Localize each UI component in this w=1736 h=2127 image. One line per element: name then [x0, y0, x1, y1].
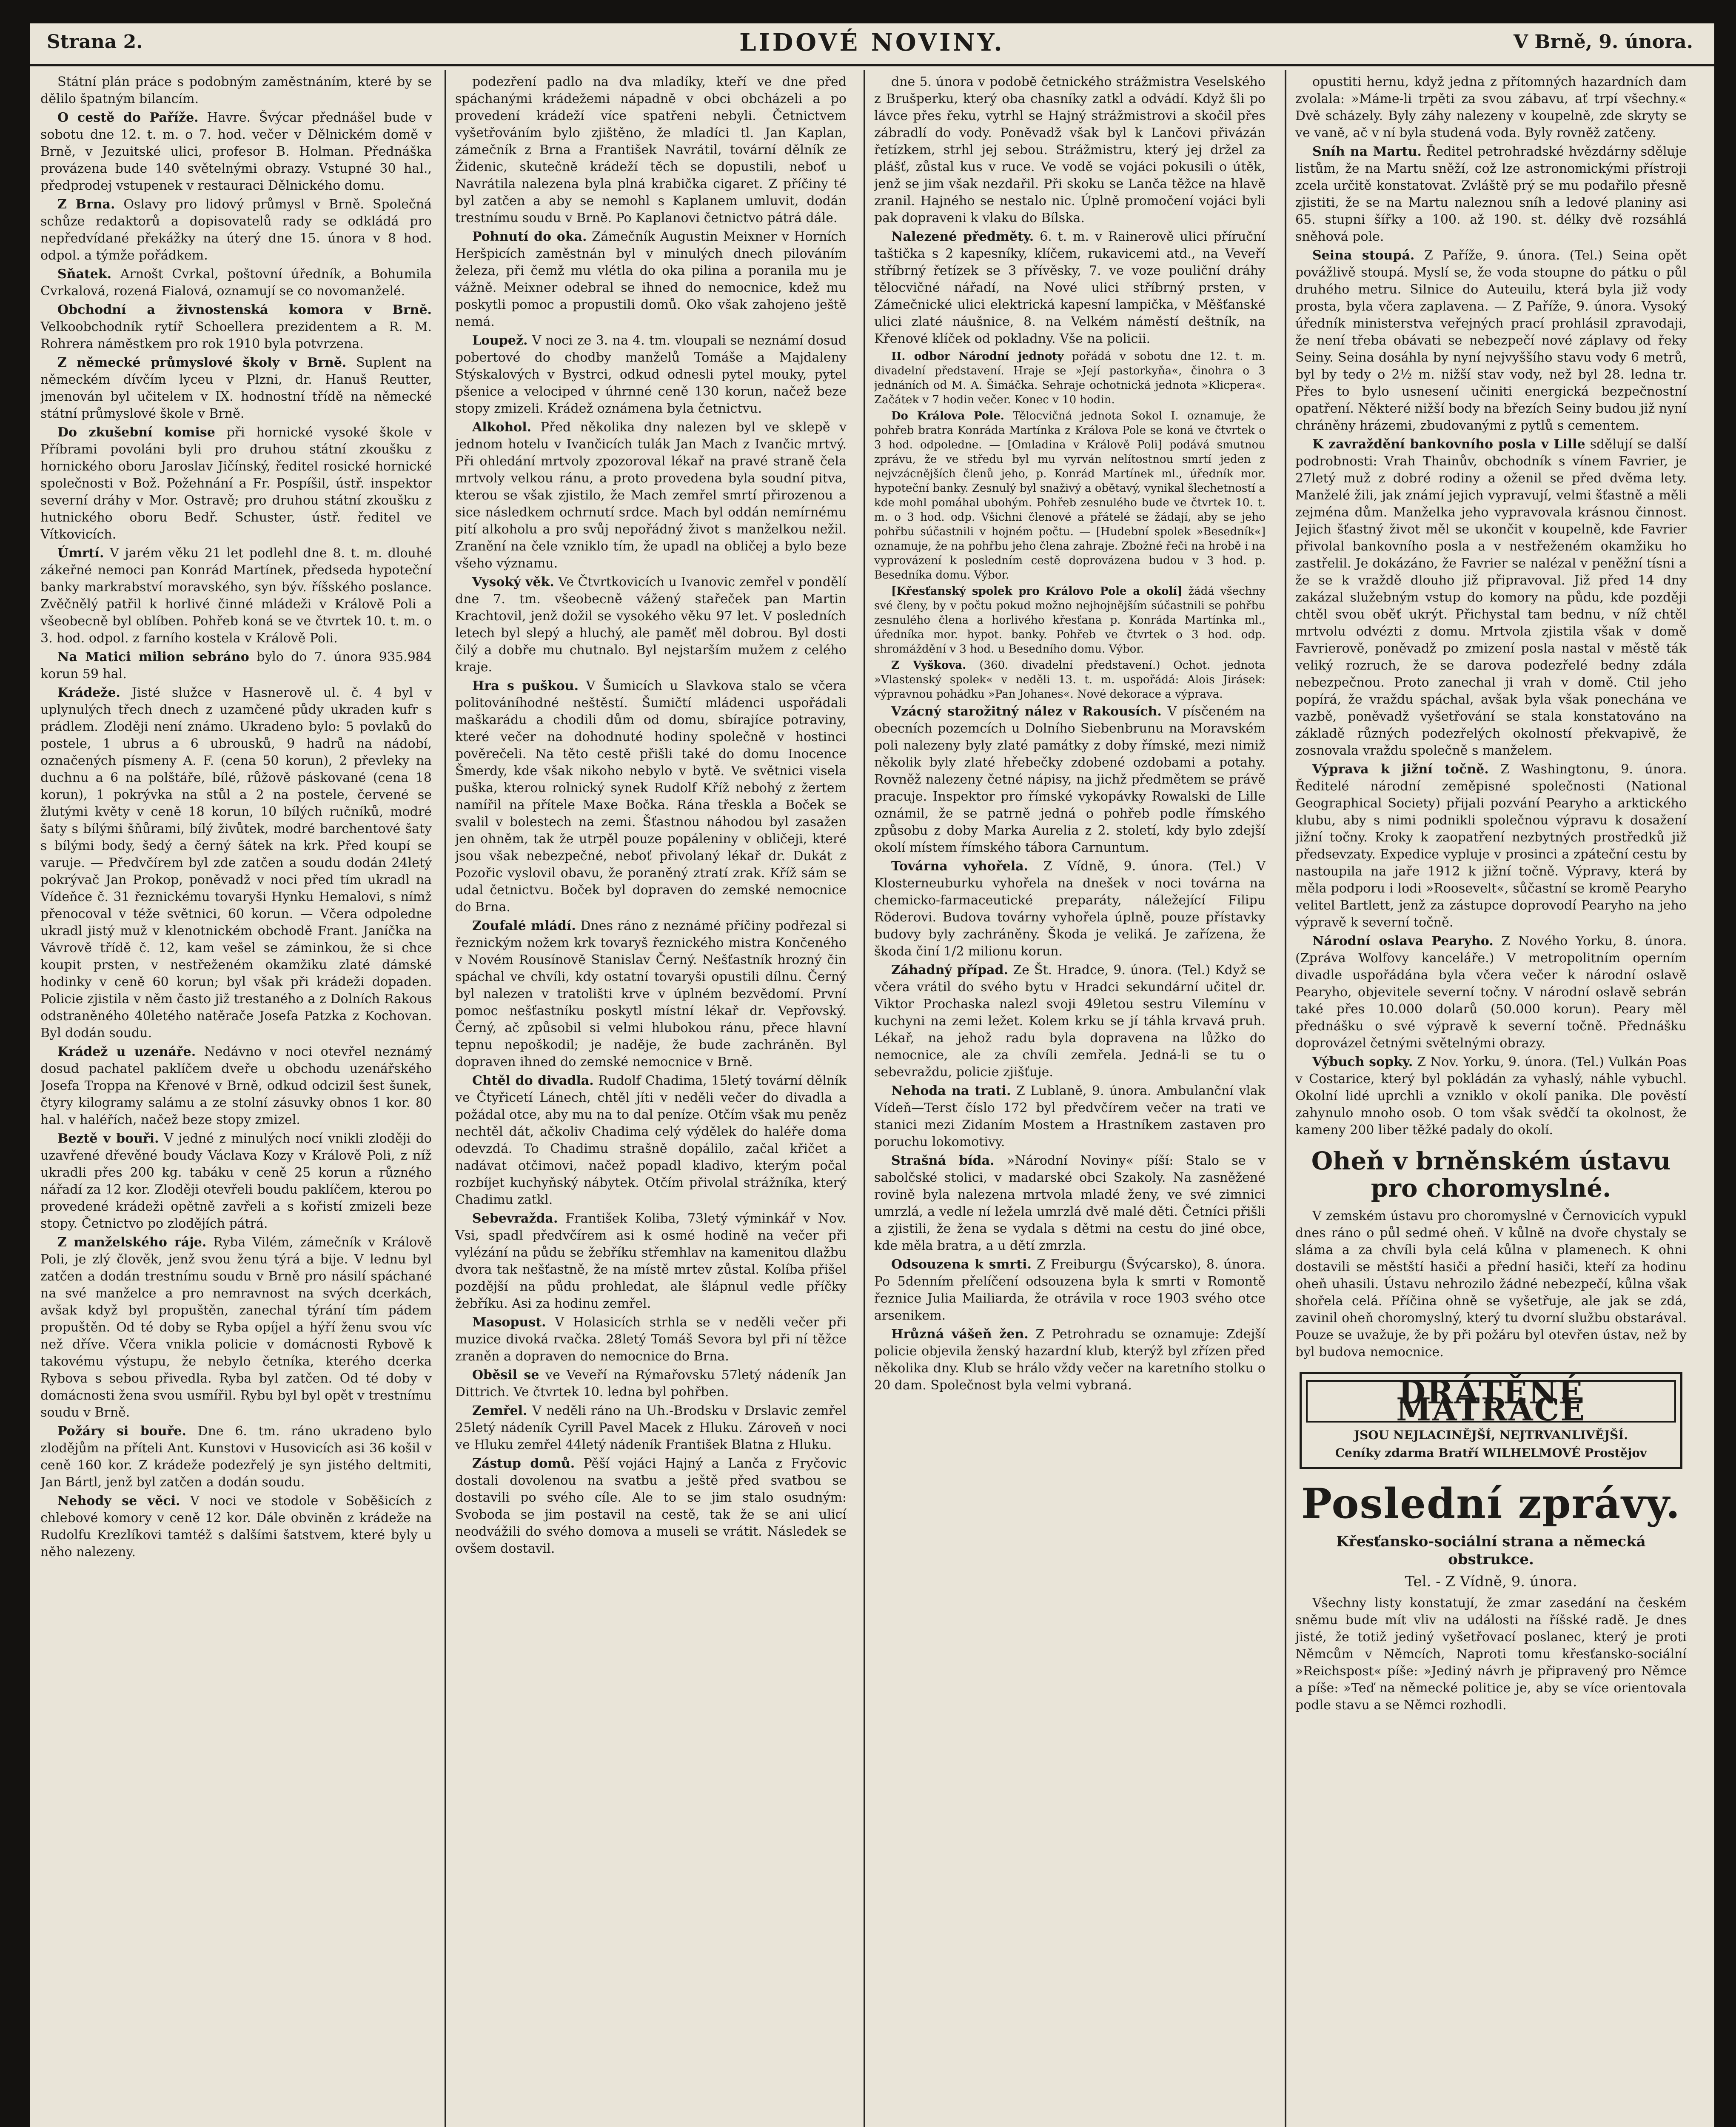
article-paragraph	[455, 1367, 847, 1401]
latest-news-headline: Poslední zprávy.	[1301, 1480, 1681, 1528]
article-paragraph	[455, 918, 847, 1071]
article-text: Dnes ráno z neznámé příčiny podřezal si řeznickým nožem krk tovaryš řeznického mistra Končeného v Novém Rousínově Stanislav Černý. Nešťastník hrozný čin spáchal ve chvíli, kdy ostatní tovaryši opustili dílnu. Černý byl nalezen v tratolišti krve v úplném bezvědomí. První pomoc nešťastníku poskytl místní lékař dr. Vepřovský. Černý, ač způsobil si velmi hlubokou ránu, přece hlavní tepnu nepoškodil; je naděje, že bude zachráněn. Byl dopraven ihned do zemské nemocnice v Brně.	[455, 918, 847, 1069]
article-heading: Zástup domů.	[472, 1456, 575, 1471]
article-heading: Krádež u uzenáře.	[57, 1044, 196, 1059]
article-text: podezření padlo na dva mladíky, kteří ve dne před spáchanými krádežemi nápadně v obci obcházeli a po provedení krádeží více spatřeni nebyli. Četnictvem vyšetřováním bylo zjištěno, že mladíci tl. Jan Kaplan, zámečník z Brna a František Navrátil, tovární dělník ze Židenic, skutečně krádeží těch se dopustili, neboť u Navrátila nalezena byla plná krabička cigaret. Z příčiny té byl zatčen a aby se nemohl s Kaplanem umluvit, dodán trestnímu soudu v Brně. Po Kaplanovi četnictvo pátrá dále.	[455, 74, 847, 225]
article-paragraph	[874, 703, 1266, 856]
article-text: Dne 6. tm. ráno ukradeno bylo zlodějům na příteli Ant. Kunstovi v Husovicích asi 36 košil v ceně 160 kor. Z krádeže podezřelý je syn jistého deltmiti, Jan Bártl, jenž byl zatčen a dodán soudu.	[40, 1424, 432, 1490]
article-heading: Vysoký věk.	[472, 575, 554, 590]
article-heading: Výprava k jižní točně.	[1312, 762, 1489, 777]
article-text: Arnošt Cvrkal, poštovní úředník, a Bohumila Cvrkalová, rozená Fialová, oznamují se co novomanželé.	[40, 267, 432, 299]
article-paragraph	[40, 545, 432, 647]
article-paragraph	[455, 1455, 847, 1557]
article-text: Tělocvičná jednota Sokol I. oznamuje, že pohřeb bratra Konráda Martínka z Králova Pole se koná ve čtvrtek o 3 hod. odpoledne. — [Omladina v Králově Poli] podává smutnou zprávu, že ve středu byl mu vyrván nelítostnou smrtí jeden z nejvzácnějších členů jeho, p. Konrád Martínek ml., úředník mor. hypoteční banky. Zesnulý byl snaživý a obětavý, vynikal šlechetností a kde mohl pomáhal ubohým. Pohřeb zesnulého bude ve čtvrtek 10. t. m. o 3 hod. odp. Všichni členové a přátelé se žádají, aby se jeho pohřbu súčastnili v hojném počtu. — [Hudební spolek »Besedník«] oznamuje, že na pohřbu jeho člena zahraje. Zbožné řeči na hrobě i na vyprovázení k posledním cestě doprovázena budou v 3 hod. p. Besedníka domu. Výbor.	[874, 410, 1266, 582]
article-text: bylo do 7. února 935.984 korun 59 hal.	[40, 650, 432, 681]
article-heading: Požáry si bouře.	[57, 1424, 186, 1439]
article-paragraph	[874, 349, 1266, 407]
latest-news-dateline: Tel. - Z Vídně, 9. února.	[1405, 1573, 1577, 1590]
article-paragraph	[40, 424, 432, 543]
article-paragraph	[874, 1152, 1266, 1255]
article-text: Z Lublaně, 9. února. Ambulanční vlak Vídeň—Terst číslo 172 byl předvčírem večer na trati ve stanici mezi Zidaním Mostem a Hrastníkem zastaven pro poruchu lokomotivy.	[874, 1083, 1266, 1149]
article-text: Ze Št. Hradce, 9. února. (Tel.) Když se včera vrátil do svého bytu v Hradci sekundární učitel dr. Viktor Prochaska nalezl svoji 49letou sestru Vilemínu v kuchyni na zemi ležet. Kolem krku se jí táhla krvavá pruh. Lékař, na jehož radu byla dopravena na lůžko do nemocnice, ale za chvíli zemřela. Jedná-li se tu o sebevraždu, policie zjišťuje.	[874, 963, 1266, 1080]
article-paragraph	[455, 678, 847, 916]
article-heading: Masopust.	[472, 1315, 546, 1330]
article-heading: Továrna vyhořela.	[891, 859, 1029, 874]
article-text: V jarém věku 21 let podlehl dne 8. t. m. dlouhé zákeřné nemoci pan Konrád Martínek, předseda hypoteční banky markrabství moravského, syn býv. říšského poslance. Zvěčnělý patřil k horlivé činné mládeži v Králově Poli a všeobecně byl oblíben. Pohřeb koná se ve čtvrtek 10. t. m. o 3. hod. odpol. z farního kostela v Králově Poli.	[40, 546, 432, 646]
article-heading: Hrůzná vášeň žen.	[891, 1327, 1029, 1342]
article-text: dne 5. února v podobě četnického strážmistra Veselského z Brušperku, který oba chasníky zatkl a odvádí. Když šli po lávce přes řeku, vytrhl se Hajný strážmistrovi a skočil přes zábradlí do vody. Poněvadž však byl k Lančovi přivázán řetízkem, strhl jej sebou. Strážmistru, který jej držel za plášť, zůstal kus v ruce. Ve vodě se vojáci pokusili o útěk, jenž se jim však nezdařil. Při skoku se Lanča těžce na hlavě zranil. Hajného se nestalo nic. Úplně promočení vojáci byli pak dopraveni k vlaku do Bílska.	[874, 74, 1266, 225]
article-paragraph	[874, 1326, 1266, 1394]
place-date: V Brně, 9. února.	[1513, 31, 1693, 53]
fire-headline: Oheň v brněnském ústavu pro choromyslné.	[1311, 1146, 1671, 1203]
article-heading: Z Brna.	[57, 197, 115, 212]
article-paragraph	[40, 684, 432, 1042]
article-text: Suplent na německém dívčím lyceu v Plzni, dr. Hanuš Reutter, jmenován byl učitelem v IX. hodnostní třídě na německé státní průmyslové škole v Brně.	[40, 355, 432, 421]
article-paragraph	[1295, 933, 1687, 1052]
article-text: Z Paříže, 9. února. (Tel.) Seina opět povážlivě stoupá. Myslí se, že voda stoupne do pátku o půl druhého metru. Silnice do Auteuilu, která byla již vody prosta, byla včera zaplavena. — Z Paříže, 9. února. Vysoký úředník ministerstva veřejných prací prohlásil zpravodaji, že není třeba obávati se nebezpečí nové záplavy od řeky Seiny. Seina dosáhla by nyní nejvyššího stavu vody 6 metrů, byl by tedy o 2½ m. nižší stav vody, než byl 28. ledna tr. Přes to bylo usnesení učiniti energická bezpečnostní opatření. Některé nižší body na březích Seiny budou již nyní chráněny hrázemi, zbudovanými z pytlů s cementem.	[1295, 248, 1687, 433]
mattress-ad	[1300, 1372, 1682, 1469]
article-heading: K zavraždění bankovního posla v Lille	[1312, 437, 1585, 452]
article-heading: Krádeže.	[57, 685, 120, 700]
article-heading: Sňatek.	[57, 267, 112, 282]
article-text: Zámečník Augustin Meixner v Horních Heršpicích zaměstnán byl v minulých dnech pilováním železa, při čemž mu vlétla do oka pilina a poranila mu je vážně. Meixner odebral se ihned do nemocnice, kdež mu poskytli pomoc a propustili domů. Oko však zahojeno ještě nemá.	[455, 229, 847, 329]
article-text: V neděli ráno na Uh.-Brodsku v Drslavic zemřel 25letý nádeník Cyrill Pavel Macek z Hluku. Zároveň v noci ve Hluku zemřel 44letý nádeník František Blatna z Hluku.	[455, 1403, 847, 1452]
article-heading: Loupež.	[472, 333, 528, 348]
article-paragraph	[1295, 74, 1687, 142]
article-heading: Do zkušební komise	[57, 425, 215, 440]
article-paragraph	[40, 109, 432, 194]
article-text: V noci ze 3. na 4. tm. vloupali se neznámí dosud pobertové do chodby manželů Tomáše a Majdaleny Stýskalových v Bystrci, odkud odnesli pytel mouky, pytel pšenice a velociped v úhrnné ceně 130 korun, načež beze stopy zmizeli. Krádež oznámena byla četnictvu.	[455, 333, 847, 416]
article-heading: Alkohol.	[472, 420, 532, 435]
column-2	[455, 74, 847, 2127]
article-paragraph	[455, 1314, 847, 1365]
article-paragraph	[1295, 436, 1687, 759]
article-paragraph	[40, 266, 432, 300]
article-text: ve Veveří na Rýmařovsku 57letý nádeník Jan Dittrich. Ve čtvrtek 10. ledna byl pohřben.	[455, 1368, 847, 1400]
ad-line-2: Ceníky zdarma Bratří WILHELMOVÉ Prostějov	[1335, 1446, 1647, 1460]
article-paragraph	[455, 1072, 847, 1209]
article-text: žádá všechny své členy, by v počtu pokud možno nejhojnějším súčastnili se pohřbu zesnulého člena a horlivého křesťana p. Konráda Martínka ml., úředníka mor. hypot. banky. Pohřeb ve čtvrtek o 3 hod. odp. shromáždění v 3 hod. u Besedního domu. Výbor.	[874, 585, 1266, 656]
article-paragraph	[40, 74, 432, 108]
article-text: Oslavy pro lidový průmysl v Brně. Společná schůze redaktorů a dopisovatelů rady se odkládá pro nepředvídané překážky na úterý dne 15. února v 8 hod. odpol. a týmže pořádkem.	[40, 197, 432, 263]
article-heading: Sníh na Martu.	[1312, 144, 1422, 159]
article-heading: Strašná bída.	[891, 1153, 995, 1168]
article-text: V Holasicích strhla se v neděli večer při muzice divoká rvačka. 28letý Tomáš Sevora byl při ní těžce zraněn a dopraven do nemocnice do Brna.	[455, 1315, 847, 1364]
article-paragraph	[455, 332, 847, 417]
latest-news-text: Všechny listy konstatují, že zmar zasedání na českém sněmu bude mít vliv na události na říšské radě. Je dnes jisté, že totiž jediný vyšetřovací poslanec, který je proti Němcům v Němcích, Naproti tomu křesťansko-sociální »Reichspost« píše: »Jediný návrh je připravený pro Němce a píše: »Teď na německé politice je, aby se více orientovala podle stavu a se Němci rozhodli.	[1295, 1596, 1687, 1713]
article-text: (360. divadelní představení.) Ochot. jednota »Vlastenský spolek« v neděli 13. t. m. uspořádá: Alois Jirásek: výpravnou pohádku »Pan Johanes«. Nové dekorace a výprava.	[874, 659, 1266, 701]
article-heading: Záhadný případ.	[891, 963, 1008, 978]
article-paragraph	[40, 196, 432, 264]
article-heading: [Křesťanský spolek pro Královo Pole a okolí]	[891, 585, 1183, 598]
article-heading: Oběsil se	[472, 1368, 539, 1383]
article-paragraph	[40, 1234, 432, 1421]
article-heading: Hra s puškou.	[472, 679, 579, 693]
article-text: Jisté služce v Hasnerově ul. č. 4 byl v uplynulých třech dnech z uzamčené půdy ukraden kufr s prádlem. Zloději není známo. Ukradeno bylo: 5 povlaků do postele, 1 ubrus a 6 ubrousků, 9 hadrů na nádobí, označených písmeny A. F. (cena 50 korun), 2 převleky na duchnu a 6 na polštáře, bílé, růžově páskované (cena 18 korun), 1 pokrývka na stůl a 2 na postele, červené se žlutými květy v ceně 18 korun, 10 bílých ručníků, modré šaty s bílými šňůrami, bílý živůtek, modré barchentové šaty s bílými body, šedý a černý šátek na krk. Před koupí se varuje. — Předvčírem byl zde zatčen a soudu dodán 24letý pokrývač Jan Prokop, poněvadž v noci před tím ukradl na Vídeňce č. 31 řeznickému tovaryši Hynku Hemalovi, s nímž přenocoval v téže světnici, 60 korun. — Včera odpoledne ukradl jistý muž v klenotnickém obchodě Frant. Janíčka na Vávrově třídě č. 12, kam vešel se záminkou, že si chce koupit prsten, v nestřeženém okamžiku zlaté dámské hodinky v ceně 60 korun; byl však při krádeži dopaden. Policie zjistila v něm často již trestaného a z Dolních Rakous odstraněného 40letého natěrače Josefa Patzka z Kochovan. Byl dodán soudu.	[40, 685, 432, 1041]
article-paragraph	[874, 228, 1266, 348]
column-4-articles	[1295, 74, 1687, 1139]
article-text: Státní plán práce s podobným zaměstnáním, které by se dělilo špatným bilancím.	[40, 74, 432, 106]
newspaper-title: LIDOVÉ NOVINY.	[739, 29, 1005, 57]
article-heading: Obchodní a živnostenská komora v Brně.	[57, 302, 432, 317]
article-heading: Nehody se věci.	[57, 1494, 180, 1508]
article-text: Ve Čtvrtkovicích u Ivanovic zemřel v pondělí dne 7. tm. všeobecně vážený stařeček pan Martin Krachtovil, jenž dožil se vysokého věku 97 let. V posledních letech byl slepý a hluchý, ale paměť měl dobrou. Byl dosti čilý a dobře mu chutnalo. Byl nejstarším mužem z celého kraje.	[455, 575, 847, 675]
article-paragraph	[40, 1423, 432, 1491]
article-paragraph	[455, 1403, 847, 1454]
article-text: Havre. Švýcar přednášel bude v sobotu dne 12. t. m. o 7. hod. večer v Dělnickém domě v Brně, v Jezuitské ulici, profesor B. Holman. Přednáška provázena bude 140 světelnými obrazy. Vstupné 30 hal., předprodej vstupenek v restauraci Dělnického domu.	[40, 110, 432, 193]
article-paragraph	[40, 354, 432, 422]
article-heading: Beztě v bouři.	[57, 1131, 159, 1146]
page-number: Strana 2.	[47, 31, 143, 53]
article-text: Z Nového Yorku, 8. února. (Zpráva Wolfovy kanceláře.) V metropolitním operním divadle uspořádána byla včera večer k národní oslavě Pearyho, objevitele severní točny. V národní oslavě sebrán také přes 10.000 dolarů (50.000 korun). Peary měl přednášku o své výpravě k severní točně. Přednášku doprovázel četnými světelnými obrazy.	[1295, 934, 1687, 1051]
article-paragraph	[874, 409, 1266, 582]
article-paragraph	[874, 658, 1266, 701]
article-paragraph	[455, 1210, 847, 1312]
article-text: Před několika dny nalezen byl ve sklepě v jednom hotelu v Ivančicích tulák Jan Mach z Ivančic mrtvý. Při ohledání mrtvoly zpozoroval lékař na pravé straně čela mrtvoly velkou ránu, a proto provedena byla soudní pitva, kterou se však zjistilo, že Mach zemřel smrtí přirozenou a sice následkem ochrnutí srdce. Mach byl oddán nemírnému pití alkoholu a pro svůj nepořádný život s manželkou nežil. Zranění na čele vzniklo tím, že upadl na obličej a bylo beze všeho významu.	[455, 420, 847, 571]
article-paragraph	[1295, 1054, 1687, 1139]
masthead	[30, 23, 1714, 66]
article-paragraph	[874, 962, 1266, 1081]
newspaper-page	[30, 23, 1714, 2127]
article-text: Nedávno v noci otevřel neznámý dosud pachatel paklíčem dveře u obchodu uzenářského Josefa Troppa na Křenové v Brně, odkud odcizil šest šunek, čtyry kilogramy salámu a ze stolní zásuvky obnos 1 kor. 80 hal. v haléřích, načež beze stopy zmizel.	[40, 1044, 432, 1127]
article-text: 6. t. m. v Rainerově ulici příruční taštička s 2 kapesníky, klíčem, rukavicemi atd., na Veveří stříbrný řetízek se 3 přívěsky, 7. ve voze pouliční dráhy tělocvičné nářadí, na Nové ulici stříbrný prsten, v Zámečnické ulici elektrická kapesní lampička, v Měšťanské ulici zlaté náušnice, 8. na Velkém náměstí deštník, na Křenové klíček od pokladny. Vše na policii.	[874, 229, 1266, 346]
article-heading: Z manželského ráje.	[57, 1235, 207, 1250]
article-paragraph	[40, 1493, 432, 1561]
column-rule	[864, 70, 865, 2127]
article-text: V písčeném na obecních pozemcích u Dolního Siebenbrunu na Moravském poli nalezeny byly zlaté památky z doby římské, mezi nimiž několik byly zlaté hřebečky zdobené ozdobami a potahy. Rovněž nalezeny četné nápisy, na jichž předmětem se právě pracuje. Inspektor pro římské vykopávky Rowalski de Lille oznámil, že se patrně jedná o pohřeb podle římského způsobu z doby Marka Aurelia z 2. století, kdy bylo zdejší okolí místem římského tábora Carnuntum.	[874, 704, 1266, 855]
column-rule	[1285, 70, 1286, 2127]
article-text: Rudolf Chadima, 15letý tovární dělník ve Čtyřicetí Lánech, chtěl jíti v neděli večer do divadla a požádal otce, aby mu na to dal peníze. Otčím však mu peněz nechtěl dát, ačkoliv Chadima celý výdělek do haléře doma odevzdá. To Chadimu strašně dopálilo, začal křičet a nadávat otčimovi, načež popadl kladivo, kterým počal rozbíjet kuchyňský nábytek. Otčím přivolal strážníka, který Chadimu zatkl.	[455, 1073, 847, 1207]
article-heading: Zemřel.	[472, 1403, 527, 1418]
article-heading: O cestě do Paříže.	[57, 110, 199, 125]
article-text: Z Washingtonu, 9. února. Ředitelé národní zeměpisné společnosti (National Geographical Society) přijali pozvání Pearyho a arktického klubu, aby s nimi podnikli společnou výpravu k dosažení jižní točny. Kroky k zaopatření nezbytných prostředků již předsevzaty. Expedice vypluje v prosinci a zpáteční cestu by nastoupila na jaře 1912 k jižní točně. Výpravy, která by měla podporu i lodi »Roosevelt«, sůčastní se kromě Pearyho velitel Bartlett, jenž za zástupce doprovodí Pearyho na jeho výpravě k severní točně.	[1295, 762, 1687, 930]
article-paragraph	[874, 74, 1266, 227]
column-1	[40, 74, 432, 2127]
article-paragraph	[455, 228, 847, 331]
article-paragraph	[874, 1256, 1266, 1324]
article-heading: Na Matici milion sebráno	[57, 650, 249, 664]
latest-news-subheading: Křesťansko-sociální strana a německá obstrukce.	[1336, 1533, 1646, 1568]
column-3	[874, 74, 1266, 2127]
article-heading: Z německé průmyslové školy v Brně.	[57, 355, 347, 370]
article-paragraph	[1295, 247, 1687, 434]
column-rule	[445, 70, 446, 2127]
article-heading: Zoufalé mládí.	[472, 918, 576, 933]
article-paragraph	[874, 858, 1266, 960]
article-text: sdělují se další podrobnosti: Vrah Thainův, obchodník s vínem Favrier, je 27letý muž z dobré rodiny a oženil se před dvěma lety. Manželé žili, jak známí jejich vypravují, velmi šťastně a měli zejména dům. Manželka jeho vypravovala krásnou činnost. Jejich šťastný život měl se ukončit v koupelně, kde Favrier přivolal bankovního posla a v nestřeženém okamžiku ho zastřelil. Je dokázáno, že Favrier se nalézal v peněžní tísni a že se k vraždě dlouho již připravoval. Již před 14 dny zakázal služebným vstup do komory na půdu, kde později chtěl svou oběť ukrýt. Přichystal tam bednu, v níž chtěl mrtvolu odvézti z domu. Mrtvola zjistila však v domě Favrierově, poněvadž po zmizení posla nastal v městě ták veliký rozruch, že se darova podezřelé bedny zdála nebezpečnou. Proto zanechal ji vrah v domě. Ctil jeho popírá, že vraždu spáchal, avšak byla však ponechána ve vazbě, poněvadž vyšetřování se stala konstatováno na základě různých podezřelých okolností překvapivě, že zosnovala vraždu společně s manželem.	[1295, 437, 1687, 758]
article-paragraph	[455, 419, 847, 572]
article-heading: Do Králova Pole.	[891, 410, 1004, 422]
article-paragraph	[1295, 143, 1687, 245]
article-heading: Úmrtí.	[57, 546, 104, 561]
fire-article: V zemském ústavu pro choromyslné v Černovicích vypukl dnes ráno o půl sedmé oheň. V kůlně na dvoře chystaly se sláma a za chvíli byla celá kůlna v plamenech. K ohni dostavili se městští hasiči a přední hasiči, kteří za hodinu oheň uhasili. Ústavu nehrozilo žádné nebezpečí, kůlna však shořela celá. Příčina ohně se vyšetřuje, ale jak se zdá, zavinil oheň choromyslný, který tu dvorní službu obstarával. Pouze se uvažuje, že by při požáru byl otevřen ústav, než by byl budova nemocnice.	[1295, 1209, 1687, 1360]
article-heading: Sebevražda.	[472, 1211, 558, 1226]
article-text: »Národní Noviny« píší: Stalo se v sabolčské stolici, v madarské obci Szakoly. Na zasněžené rovině byla nalezena mrtvola mladé ženy, ve své zimnici umrzlá, a vedle ní ležela umrzlá dvě malé děti. Četníci přišli a zjistili, že žena se vydala s dětmi na cestu do jiné obce, kde měla bratra, a u dětí zmrzla.	[874, 1153, 1266, 1253]
article-text: V noci ve stodole v Soběšicích z chlebové komory v ceně 12 kor. Dále obviněn z krádeže na Rudolfu Krezlíkovi tamtéž s dalšími šatstvem, které byly u něho nalezeny.	[40, 1494, 432, 1560]
article-paragraph	[455, 74, 847, 227]
article-heading: Národní oslava Pearyho.	[1312, 934, 1494, 949]
article-text: při hornické vysoké škole v Příbrami povoláni byli pro druhou státní zkoušku z hornického oboru Jaroslav Jičínský, ředitel rosické hornické společnosti v Bož. Požehnání a Fr. Pospíšil, ústř. inspektor severní dráhy v Mor. Ostravě; pro druhou státní zkoušku z hutnického oboru Bedř. Schuster, ústř. ředitel ve Vítkovicích.	[40, 425, 432, 542]
column-4	[1295, 74, 1687, 2127]
article-text: pořádá v sobotu dne 12. t. m. divadelní představení. Hraje se »Její pastorkyňa«, činohra o 3 jednáních od M. A. Šimáčka. Sehraje ochotnická jednota »Klicpera«. Začátek v 7 hodin večer. Konec v 10 hodin.	[874, 350, 1266, 406]
article-text: František Koliba, 73letý výminkář v Nov. Vsi, spadl předvčírem asi k osmé hodině na večer při vylézání na půdu se žebříku střemhlav na kamenitou dlažbu dvora tak nešťastně, že na místě mrtev zůstal. Kolíba přišel pozdější na půdu prohledat, ale šlápnul vedle příčky žebříku. Asi za hodinu zemřel.	[455, 1211, 847, 1311]
ad-line-1: JSOU NEJLACINĚJŠÍ, NEJTRVANLIVĚJŠÍ.	[1354, 1428, 1628, 1442]
article-heading: Chtěl do divadla.	[472, 1073, 594, 1088]
article-heading: Z Vyškova.	[891, 659, 966, 672]
article-paragraph	[40, 649, 432, 683]
ad-title: DRÁTĚNÉ MATRACE	[1306, 1380, 1676, 1423]
article-paragraph	[874, 584, 1266, 656]
article-text: Ryba Vilém, zámečník v Králově Poli, je zlý člověk, jenž svou ženu týrá a bije. V lednu byl zatčen a dodán trestnímu soudu v Brně pro násilí spáchané na své manželce a pro nemravnost na svých dcerkách, avšak když byl propuštěn, zanechal týrání tím pádem propuštěn. Od té doby se Ryba opíjel a hýří ženu svou víc než dříve. Včera vnikla policie v domácnosti Rybově k takovému výstupu, že nebylo četníka, kterého dcerka Rybova s sebou přivedla. Ryba byl zatčen. Od té doby v domácnosti žena svou usmířil. Rybu byl byl opět v trestnímu soudu v Brně.	[40, 1235, 432, 1420]
article-heading: Seina stoupá.	[1312, 248, 1415, 263]
article-heading: Odsouzena k smrti.	[891, 1257, 1032, 1272]
article-heading: Vzácný starožitný nález v Rakousích.	[891, 704, 1162, 719]
article-paragraph	[40, 1044, 432, 1129]
article-paragraph	[874, 1083, 1266, 1151]
article-text: Z Petrohradu se oznamuje: Zdejší policie objevila ženský hazardní klub, kterýž byl zřízen před několika dny. Klub se hrálo vždy večer na karetního stolku o 20 dam. Společnost byla velmi vybraná.	[874, 1327, 1266, 1393]
article-heading: Výbuch sopky.	[1312, 1055, 1413, 1069]
article-heading: Pohnutí do oka.	[472, 229, 587, 244]
article-text: Pěší vojáci Hajný a Lanča z Fryčovic dostali dovolenou na svatbu a ještě před svatbou se dostavili po svého cíle. Ale to se jim stalo osudným: Svoboda se jim postavil na cestě, tak že se ani ulicí neodvážili do svého domova a museli se vrátit. Následek se ovšem dostavil.	[455, 1456, 847, 1556]
article-text: Z Freiburgu (Švýcarsko), 8. února. Po 5denním přelíčení odsouzena byla k smrti v Romontě řeznice Julia Mailiarda, že otrávila v roce 1903 svého otce arsenikem.	[874, 1257, 1266, 1323]
article-paragraph	[40, 1130, 432, 1232]
article-text: V Šumicích u Slavkova stalo se včera politováníhodné neštěstí. Šumičtí mládenci uspořádali maškarádu a chodili dům od domu, sbírajíce potraviny, které večer na dohodnuté hodiny společně v hostinci pověrečeli. Na těto cestě přišli také do domu Inocence Šmerdy, kde však nikoho nebylo v bytě. Ve světnici visela puška, kterou rolnický synek Rudolf Kříž nebohý z žertem namířil na přítele Maxe Bočka. Rána třeskla a Boček se svalil v bolestech na zemi. Šťastnou náhodou byl zasažen jen ohněm, tak že utrpěl pouze popáleniny v obličeji, které jsou však nebezpečné, neboť přivolaný lékař dr. Dukát z Pozořic vyslovil obavu, že poraněný ztratí zrak. Kříž sám se udal četnictvu. Boček byl dopraven do zemské nemocnice do Brna.	[455, 679, 847, 915]
article-paragraph	[455, 574, 847, 676]
article-heading: Nehoda na trati.	[891, 1083, 1011, 1098]
article-text: Ředitel petrohradské hvězdárny sděluje listům, že na Martu sněží, což lze astronomickými přístroji zcela určitě konstatovat. Zvláště prý se mu podařilo přesně zjistiti, že se na Martu naleznou sníh a ledové planiny asi 65. stupni šířky a 100. až 190. st. délky dvě rozsáhlá sněhová pole.	[1295, 144, 1687, 244]
article-text: Z Nov. Yorku, 9. února. (Tel.) Vulkán Poas v Costarice, který byl pokládán za vyhaslý, náhle vybuchl. Okolní lidé uprchli a vzniklo v okolí panika. Dle pověstí zahynulo mnoho osob. O tom však svědčí ta okolnost, že kameny 200 liber těžké padaly do okolí.	[1295, 1055, 1687, 1138]
article-text: V jedné z minulých nocí vnikli zloději do uzavřené dřevěné boudy Václava Kozy v Králově Poli, z níž ukradli přes 200 kg. tabáku v ceně 25 korun a různého nářadí za 12 kor. Zloději otevřeli boudu paklíčem, kterou po provedené krádeži opětně zavřeli a s kořistí zmizeli beze stopy. Četnictvo po zlodějích pátrá.	[40, 1131, 432, 1231]
article-text: Z Vídně, 9. února. (Tel.) V Klosterneuburku vyhořela na dnešek v noci továrna na chemicko-farmaceutické preparáty, náležející Filipu Röderovi. Budova továrny vyhořela úplně, pouze přístavky budovy byly zachráněny. Škoda je veliká. Je zařízena, že škoda činí 1/2 milionu korun.	[874, 859, 1266, 959]
article-heading: II. odbor Národní jednoty	[891, 350, 1064, 363]
article-paragraph	[40, 302, 432, 353]
article-heading: Nalezené předměty.	[891, 229, 1034, 244]
article-paragraph	[1295, 761, 1687, 931]
article-text: opustiti hernu, když jedna z přítomných hazardních dam zvolala: »Máme-li trpěti za svou zábavu, ať trpí všechny.« Dvě scházely. Byly záhy nalezeny v koupelně, zde skryty se ve vaně, ač v ní byla studená voda. Byly rovněž zatčeny.	[1295, 74, 1687, 140]
article-text: Velkoobchodník rytíř Schoellera prezidentem a R. M. Rohrera náměstkem pro rok 1910 byla potvrzena.	[40, 319, 432, 351]
